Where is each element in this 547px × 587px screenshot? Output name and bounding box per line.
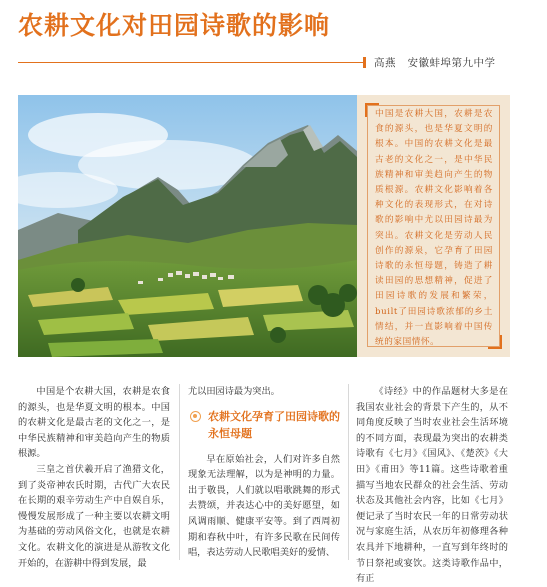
body-paragraph: 中国是个农耕大国，农耕是农食的源头，也是华夏文明的根本。中国的农耕文化是最古老的文化之一，是中华民族精神和审美趋向产生的物质根源。 — [18, 386, 170, 460]
body-paragraph-continued: 尤以田园诗最为突出。 — [188, 386, 280, 397]
body-column-1 — [18, 384, 170, 571]
author-affiliation: 安徽蚌埠第九中学 — [407, 57, 496, 69]
body-paragraph: 《诗经》中的作品题材大多是在我国农业社会的背景下产生的，从不同角度反映了当时农业社会生活环境的不同方面，表现最为突出的农耕类诗歌有《七月》《国风》、《楚茨》《大田》《甫田》等11篇。这些诗歌着重描写当地农民群众的社会生活、劳动状态及其他社会内容，比如《七月》便记录了当时农民一年的日常劳动状况与家庭生活，从农历年初修理各种农具并下地耕种，一直写到年终时的节日祭祀或宴饮。这类诗歌作品中，有正 — [356, 386, 508, 585]
body-paragraph: 早在原始社会，人们对许多自然现象无法理解，以为是神明的力量。出于敬畏，人们就以唱歌跳舞的形式去赞颂，并表达心中的美好愿望，如风调雨顺、健康平安等。到了西周初期和春秋中叶，有许多民歌在民间传唱，表达劳动人民歌唱美好的爱情、 — [188, 453, 340, 559]
abstract-text: 中国是农耕大国，农耕是农食的源头，也是华夏文明的根本。中国的农耕文化是最古老的文化之一，是中华民族精神和审美趋向产生的物质根源。农耕文化影响着各种文化的表现形式，在对诗歌的影响中尤以田园诗最为突出。农耕文化是劳动人民创作的源泉，它孕育了田园诗歌的永恒母题，铸造了耕读田园的思想精神，促进了田园诗歌的发展和繁荣，built了田园诗歌浓郁的乡土情结，并一直影响着中国传统的家国情怀。 — [375, 109, 493, 348]
body-column-3 — [356, 384, 508, 587]
author-name: 高燕 — [374, 57, 396, 69]
abstract-box — [357, 95, 510, 357]
section-heading — [188, 408, 340, 442]
landscape-photo — [18, 95, 357, 357]
column-divider — [179, 384, 180, 560]
byline-marker — [363, 57, 366, 68]
body-column-2 — [188, 384, 340, 561]
section-heading-text: 农耕文化孕育了田园诗歌的永恒母题 — [208, 409, 340, 440]
circle-bullet-icon — [190, 411, 201, 422]
byline — [18, 56, 530, 70]
body-paragraph: 三皇之首伏羲开启了渔猎文化，到了炎帝神农氏时期，古代广大农民在长期的艰辛劳动生产中自娱自乐，慢慢发展形成了一种主要以农耕文明为基础的劳动风俗文化，也就是农耕文化。农耕文化的演进是从游牧文化开始的，在游耕中得到发展，最 — [18, 463, 170, 569]
byline-rule — [18, 62, 363, 63]
article-title: 农耕文化对田园诗歌的影响 — [18, 11, 331, 40]
author-line — [374, 55, 496, 70]
column-divider — [348, 384, 349, 560]
